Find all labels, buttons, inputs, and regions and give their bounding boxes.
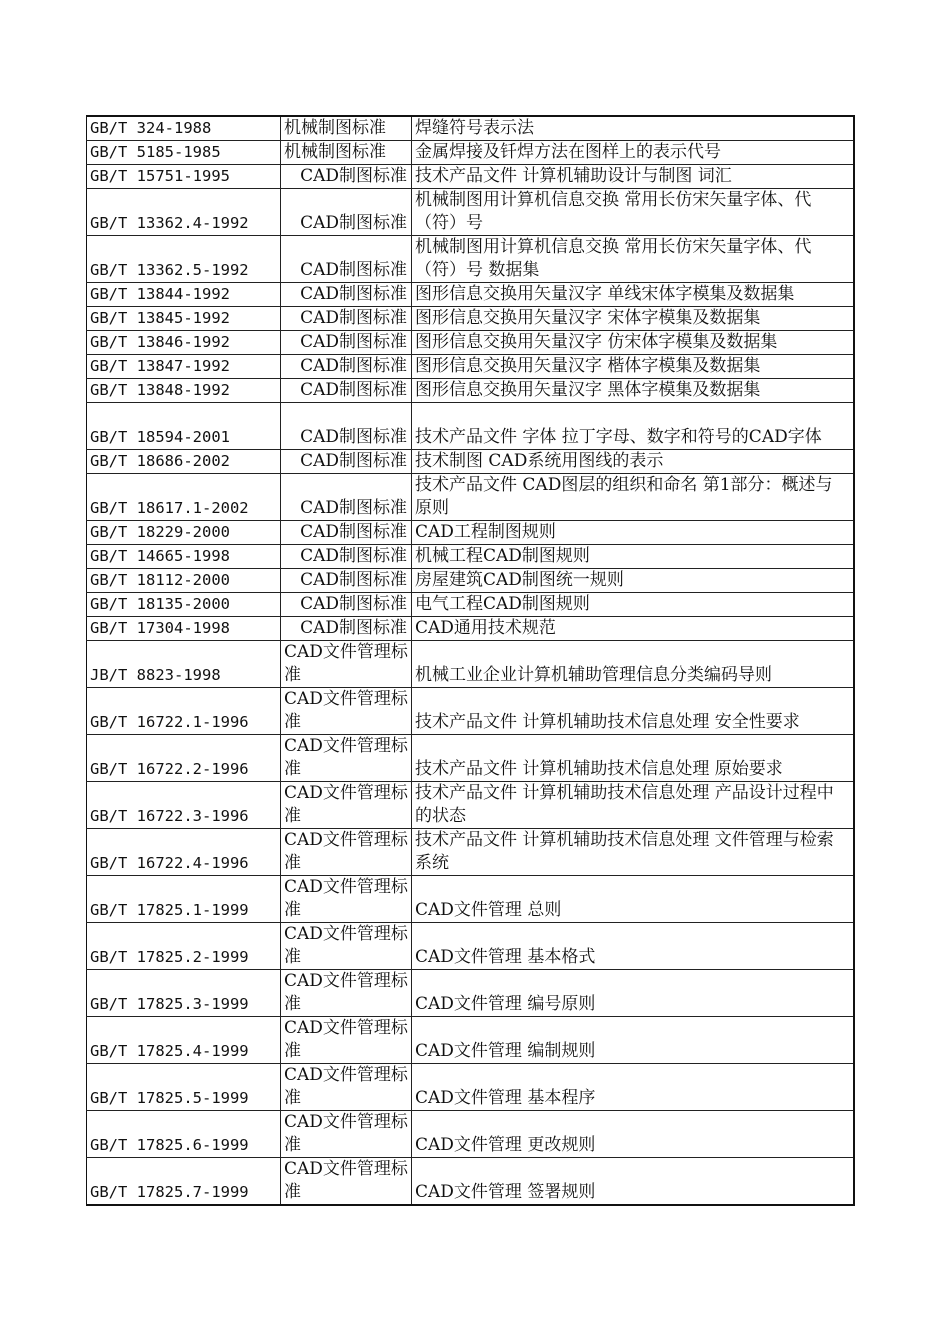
standard-category: CAD制图标准	[281, 474, 412, 521]
standard-category: CAD制图标准	[281, 450, 412, 474]
standard-category: CAD制图标准	[281, 403, 412, 450]
table-row	[87, 735, 854, 782]
table-row	[87, 236, 854, 283]
standard-code: GB/T 5185-1985	[87, 141, 281, 165]
table-row	[87, 450, 854, 474]
table-row	[87, 165, 854, 189]
standard-name: 技术产品文件 计算机辅助技术信息处理 产品设计过程中的状态	[412, 782, 854, 829]
standard-name: CAD文件管理 编号原则	[412, 970, 854, 1017]
standard-name: 机械工程CAD制图规则	[412, 545, 854, 569]
standard-name: CAD工程制图规则	[412, 521, 854, 545]
standard-code: GB/T 13846-1992	[87, 331, 281, 355]
table-row	[87, 189, 854, 236]
table-row	[87, 379, 854, 403]
standard-category: CAD制图标准	[281, 617, 412, 641]
standard-code: GB/T 13845-1992	[87, 307, 281, 331]
standard-code: GB/T 17825.3-1999	[87, 970, 281, 1017]
standard-category: CAD文件管理标准	[281, 641, 412, 688]
standard-name: 技术产品文件 字体 拉丁字母、数字和符号的CAD字体	[412, 403, 854, 450]
standard-name: CAD文件管理 签署规则	[412, 1158, 854, 1206]
standard-code: GB/T 17825.1-1999	[87, 876, 281, 923]
table-row	[87, 1017, 854, 1064]
standard-code: GB/T 13844-1992	[87, 283, 281, 307]
table-row	[87, 617, 854, 641]
standard-code: GB/T 17304-1998	[87, 617, 281, 641]
standard-name: 技术产品文件 计算机辅助设计与制图 词汇	[412, 165, 854, 189]
table-row	[87, 403, 854, 450]
standard-category: CAD制图标准	[281, 379, 412, 403]
standard-category: CAD文件管理标准	[281, 688, 412, 735]
standard-name: 机械制图用计算机信息交换 常用长仿宋矢量字体、代（符）号 数据集	[412, 236, 854, 283]
standard-category: CAD文件管理标准	[281, 1158, 412, 1206]
standard-name: CAD文件管理 编制规则	[412, 1017, 854, 1064]
standard-category: CAD文件管理标准	[281, 1111, 412, 1158]
standard-code: GB/T 17825.2-1999	[87, 923, 281, 970]
standard-name: 图形信息交换用矢量汉字 黑体字模集及数据集	[412, 379, 854, 403]
standard-code: GB/T 13362.5-1992	[87, 236, 281, 283]
standard-name: 机械工业企业计算机辅助管理信息分类编码导则	[412, 641, 854, 688]
table-row	[87, 355, 854, 379]
standard-code: JB/T 8823-1998	[87, 641, 281, 688]
table-row	[87, 283, 854, 307]
standard-name: 图形信息交换用矢量汉字 仿宋体字模集及数据集	[412, 331, 854, 355]
standard-code: GB/T 16722.3-1996	[87, 782, 281, 829]
standard-name: 技术产品文件 计算机辅助技术信息处理 原始要求	[412, 735, 854, 782]
standard-code: GB/T 18686-2002	[87, 450, 281, 474]
standard-name: 图形信息交换用矢量汉字 单线宋体字模集及数据集	[412, 283, 854, 307]
standards-table	[86, 115, 855, 1206]
standard-name: 机械制图用计算机信息交换 常用长仿宋矢量字体、代（符）号	[412, 189, 854, 236]
table-row	[87, 829, 854, 876]
standard-code: GB/T 16722.4-1996	[87, 829, 281, 876]
table-row	[87, 593, 854, 617]
standard-name: 图形信息交换用矢量汉字 宋体字模集及数据集	[412, 307, 854, 331]
standard-category: CAD文件管理标准	[281, 970, 412, 1017]
standard-name: CAD文件管理 更改规则	[412, 1111, 854, 1158]
standard-category: CAD制图标准	[281, 569, 412, 593]
standard-name: 技术产品文件 计算机辅助技术信息处理 文件管理与检索系统	[412, 829, 854, 876]
table-row	[87, 569, 854, 593]
table-row	[87, 116, 854, 141]
standard-name: CAD文件管理 基本程序	[412, 1064, 854, 1111]
standard-name: CAD通用技术规范	[412, 617, 854, 641]
standard-code: GB/T 16722.2-1996	[87, 735, 281, 782]
standard-category: 机械制图标准	[281, 141, 412, 165]
standard-code: GB/T 18229-2000	[87, 521, 281, 545]
table-row	[87, 641, 854, 688]
standard-name: 图形信息交换用矢量汉字 楷体字模集及数据集	[412, 355, 854, 379]
table-row	[87, 1111, 854, 1158]
standard-category: CAD制图标准	[281, 236, 412, 283]
table-row	[87, 307, 854, 331]
standard-category: CAD制图标准	[281, 355, 412, 379]
standard-name: 电气工程CAD制图规则	[412, 593, 854, 617]
standard-category: 机械制图标准	[281, 116, 412, 141]
table-row	[87, 521, 854, 545]
standard-category: CAD文件管理标准	[281, 1017, 412, 1064]
standard-code: GB/T 18617.1-2002	[87, 474, 281, 521]
standard-category: CAD制图标准	[281, 331, 412, 355]
standard-code: GB/T 15751-1995	[87, 165, 281, 189]
standard-category: CAD文件管理标准	[281, 782, 412, 829]
standard-category: CAD文件管理标准	[281, 923, 412, 970]
table-row	[87, 545, 854, 569]
standard-name: 房屋建筑CAD制图统一规则	[412, 569, 854, 593]
table-row	[87, 474, 854, 521]
standard-name: CAD文件管理 基本格式	[412, 923, 854, 970]
standard-category: CAD制图标准	[281, 545, 412, 569]
standard-name: 技术制图 CAD系统用图线的表示	[412, 450, 854, 474]
table-row	[87, 1158, 854, 1206]
standard-name: 焊缝符号表示法	[412, 116, 854, 141]
standard-code: GB/T 13847-1992	[87, 355, 281, 379]
standard-name: 技术产品文件 CAD图层的组织和命名 第1部分：概述与原则	[412, 474, 854, 521]
table-row	[87, 782, 854, 829]
standard-code: GB/T 14665-1998	[87, 545, 281, 569]
table-row	[87, 688, 854, 735]
standard-name: CAD文件管理 总则	[412, 876, 854, 923]
standard-code: GB/T 17825.4-1999	[87, 1017, 281, 1064]
standard-code: GB/T 16722.1-1996	[87, 688, 281, 735]
standard-code: GB/T 324-1988	[87, 116, 281, 141]
table-row	[87, 141, 854, 165]
standard-category: CAD制图标准	[281, 593, 412, 617]
standard-code: GB/T 18135-2000	[87, 593, 281, 617]
standard-category: CAD文件管理标准	[281, 1064, 412, 1111]
table-row	[87, 923, 854, 970]
standard-category: CAD文件管理标准	[281, 829, 412, 876]
standard-name: 金属焊接及钎焊方法在图样上的表示代号	[412, 141, 854, 165]
table-row	[87, 1064, 854, 1111]
standard-code: GB/T 13362.4-1992	[87, 189, 281, 236]
standard-code: GB/T 13848-1992	[87, 379, 281, 403]
table-row	[87, 970, 854, 1017]
standard-code: GB/T 17825.7-1999	[87, 1158, 281, 1206]
standard-category: CAD文件管理标准	[281, 735, 412, 782]
standard-code: GB/T 17825.5-1999	[87, 1064, 281, 1111]
table-row	[87, 331, 854, 355]
standard-category: CAD制图标准	[281, 521, 412, 545]
standard-category: CAD制图标准	[281, 165, 412, 189]
table-row	[87, 876, 854, 923]
standard-code: GB/T 18112-2000	[87, 569, 281, 593]
standard-category: CAD制图标准	[281, 283, 412, 307]
standard-category: CAD制图标准	[281, 189, 412, 236]
standard-category: CAD文件管理标准	[281, 876, 412, 923]
standard-category: CAD制图标准	[281, 307, 412, 331]
standard-code: GB/T 17825.6-1999	[87, 1111, 281, 1158]
standard-name: 技术产品文件 计算机辅助技术信息处理 安全性要求	[412, 688, 854, 735]
standard-code: GB/T 18594-2001	[87, 403, 281, 450]
